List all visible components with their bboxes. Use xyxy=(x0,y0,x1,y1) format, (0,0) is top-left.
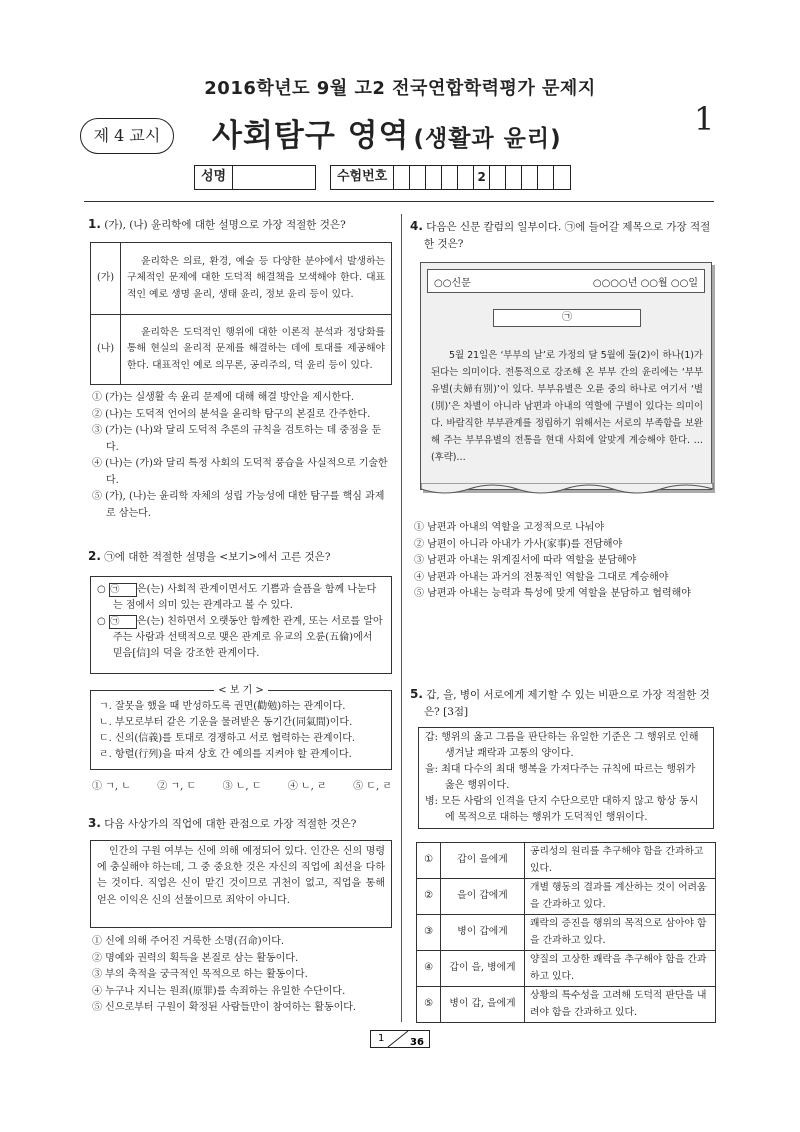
exam-number-digit[interactable] xyxy=(426,166,442,189)
q1-number: 1. xyxy=(88,217,101,231)
q4-options xyxy=(414,520,718,603)
q2-bogi-box xyxy=(90,685,392,770)
q5-statement-text: 모든 사람의 인격을 단지 수단으로만 대하지 않고 항상 동시에 목적으로 대하는 행위가 도덕적인 행위이다. xyxy=(441,796,699,823)
q1-option[interactable]: ③ (가)는 (나)와 달리 도덕적 추론의 규칙을 검토하는 데 중점을 둔다. xyxy=(92,425,382,453)
q3-option[interactable]: ③ 부의 축적을 궁극적인 목적으로 하는 활동이다. xyxy=(92,969,308,980)
q2-passage-text: 은(는) 사회적 관계이면서도 기쁨과 슬픔을 함께 나눈다는 점에서 의미 있는 관계라고 볼 수 있다. xyxy=(113,584,377,611)
q2-options xyxy=(92,779,392,795)
q4-option[interactable]: ⑤ 남편과 아내는 능력과 특성에 맞게 역할을 분담하고 협력해야 xyxy=(414,588,691,599)
q3-option[interactable]: ④ 누구나 지니는 원죄(原罪)를 속죄하는 유일한 수단이다. xyxy=(92,985,346,997)
q1-stem-text: (가), (나) 윤리학에 대한 설명으로 가장 적절한 것은? xyxy=(104,219,346,231)
exam-number-digit[interactable] xyxy=(458,166,474,189)
q3-options xyxy=(92,934,392,1017)
q2-number: 2. xyxy=(88,549,101,563)
q1-row-text: 윤리학은 도덕적인 행위에 대한 이론적 분석과 정당화를 통해 현실의 윤리적 문제를 해결하는 데에 토대를 제공해야 한다. 대표적인 예로 의무론, 공리주의, 덕 윤리 등이 있다. xyxy=(121,315,392,385)
q4-stem xyxy=(410,218,716,253)
q5-options-table xyxy=(416,842,716,1023)
q4-option[interactable]: ① 남편과 아내의 역할을 고정적으로 나눠야 xyxy=(414,522,605,533)
q2-passage-line xyxy=(97,614,385,662)
period-badge: 제 4 교시 xyxy=(80,118,174,154)
exam-number-digit[interactable] xyxy=(394,166,410,189)
newspaper-header xyxy=(427,269,705,293)
headline-blank: ㉠ xyxy=(493,309,641,327)
q5-statement xyxy=(425,762,707,794)
q2-circle: ○ xyxy=(97,616,106,627)
q1-option[interactable]: ② (나)는 도덕적 언어의 분석을 윤리학 탐구의 본질로 간주한다. xyxy=(92,408,371,420)
q2-option[interactable]: ④ ㄴ, ㄹ xyxy=(287,781,327,792)
q5-statement xyxy=(425,730,707,762)
q2-blank: ㉠ xyxy=(109,583,137,597)
q2-stem xyxy=(88,548,393,566)
q3-stem xyxy=(88,815,393,833)
q2-option[interactable]: ⑤ ㄷ, ㄹ xyxy=(353,781,392,792)
exam-number-digit[interactable] xyxy=(442,166,458,189)
q2-circle: ○ xyxy=(97,584,106,595)
q4-number: 4. xyxy=(410,219,423,233)
q3-stem-text: 다음 사상가의 직업에 대한 관점으로 가장 적절한 것은? xyxy=(104,818,357,830)
q1-option[interactable]: ④ (나)는 (가)와 달리 특정 사회의 도덕적 풍습을 사실적으로 기술한다. xyxy=(92,458,388,486)
header-rule xyxy=(84,201,714,202)
newspaper-name: ○○신문 xyxy=(434,277,471,289)
q5-speaker: 병: xyxy=(425,796,439,807)
q4-option[interactable]: ④ 남편과 아내는 과거의 전통적인 역할을 그대로 계승해야 xyxy=(414,571,669,583)
q2-option[interactable]: ① ㄱ, ㄴ xyxy=(92,781,131,792)
q2-option[interactable]: ② ㄱ, ㄷ xyxy=(157,781,197,792)
q5-option-target: 을이 갑에게 xyxy=(441,879,525,915)
q5-option-number: ② xyxy=(417,879,441,915)
q5-statement-box xyxy=(418,727,714,829)
q2-option[interactable]: ③ ㄴ, ㄷ xyxy=(222,781,262,792)
q5-option-row[interactable] xyxy=(417,843,716,879)
q5-option-number: ① xyxy=(417,843,441,879)
q1-stem xyxy=(88,216,393,234)
q2-bogi-title-wrap xyxy=(91,683,391,699)
page-number: 1 xyxy=(694,100,715,138)
exam-title: 2016학년도 9월 고2 전국연합학력평가 문제지 xyxy=(204,78,596,99)
q3-number: 3. xyxy=(88,816,101,830)
q5-points: [3점] xyxy=(443,706,469,718)
page-footer xyxy=(370,1030,430,1048)
torn-edge-icon xyxy=(421,483,717,501)
exam-number-digit[interactable] xyxy=(410,166,426,189)
q1-row-label: (나) xyxy=(91,315,121,385)
q3-passage-box: 인간의 구원 여부는 신에 의해 예정되어 있다. 인간은 신의 명령에 충실해야 하는데, 그 중 중요한 것은 자신의 직업에 최선을 다하는 것이다. 직업은 신이 맡긴 것이므로 귀천이 없고, 직업을 통해 얻은 이익은 신의 선물이므로 죄악이 아니다. xyxy=(90,840,392,928)
q5-option-criticism: 공리성의 원리를 추구해야 함을 간과하고 있다. xyxy=(525,843,716,879)
q5-speaker: 을: xyxy=(425,764,439,775)
q5-option-criticism: 쾌락의 증진을 행위의 목적으로 삼아야 함을 간과하고 있다. xyxy=(525,915,716,951)
exam-number-digit[interactable] xyxy=(506,166,522,189)
q5-option-criticism: 개별 행동의 결과를 계산하는 것이 어려움을 간과하고 있다. xyxy=(525,879,716,915)
q5-option-number: ④ xyxy=(417,951,441,987)
column-divider xyxy=(401,214,402,1022)
q2-bogi-item: ㄱ. 잘못을 했을 때 반성하도록 권면(勸勉)하는 관계이다. xyxy=(99,701,346,712)
q4-option[interactable]: ③ 남편과 아내는 위계질서에 따라 역할을 분담해야 xyxy=(414,555,637,566)
q5-option-row[interactable] xyxy=(417,987,716,1023)
q5-number: 5. xyxy=(410,687,423,701)
exam-number-digit[interactable] xyxy=(522,166,538,189)
q2-passage-box xyxy=(90,576,392,674)
q2-passage-line xyxy=(97,582,385,614)
q1-options xyxy=(92,390,392,522)
q5-option-target: 병이 갑, 을에게 xyxy=(441,987,525,1023)
subject-main: 사회탐구 영역 xyxy=(212,118,410,154)
footer-page: 1 xyxy=(378,1033,385,1044)
q2-bogi-item: ㄹ. 항렬(行列)을 따져 상호 간 예의를 지켜야 할 관계이다. xyxy=(99,749,352,760)
subject-sub: (생활과 윤리) xyxy=(413,126,562,152)
q2-stem-text: ㉠에 대한 적절한 설명을 <보기>에서 고른 것은? xyxy=(104,551,331,563)
exam-number-label: 수험번호 xyxy=(331,166,394,189)
q1-option[interactable]: ⑤ (가), (나)는 윤리학 자체의 성립 가능성에 대한 탐구를 핵심 과제로 삼는다. xyxy=(92,491,385,519)
q4-stem-text: 다음은 신문 칼럼의 일부이다. ㉠에 들어갈 제목으로 가장 적절한 것은? xyxy=(424,221,711,250)
q4-newspaper xyxy=(420,262,712,490)
q2-bogi-item: ㄷ. 신의(信義)를 토대로 경쟁하고 서로 협력하는 관계이다. xyxy=(99,733,356,744)
q3-option[interactable]: ② 명예와 권력의 획득을 본질로 삼는 활동이다. xyxy=(92,952,299,964)
newspaper-body: 5월 21일은 ‘부부의 날’로 가정의 달 5월에 둘(2)이 하나(1)가 된다는 의미이다. 전통적으로 강조해 온 부부 간의 윤리에는 ‘부부유별(夫婦有別)’이 있다. 부부유별은 오륜 중의 하나로 여기서 ‘별(別)’은 차별이 아니라 남편과 아내의 역할에 구별이 있다는 의미이다. 바람직한 부부관계를 정립하기 위해서는 서로의 부족함을 보완해 주는 부부유별의 전통을 현대 사회에 알맞게 계승해야 한다. …(후략)… xyxy=(431,350,703,463)
name-label: 성명 xyxy=(195,166,233,189)
q5-option-criticism: 양질의 고상한 쾌락을 추구해야 함을 간과하고 있다. xyxy=(525,951,716,987)
q5-option-row[interactable] xyxy=(417,879,716,915)
exam-number-digit[interactable] xyxy=(490,166,506,189)
q5-option-criticism: 상황의 특수성을 고려해 도덕적 판단을 내려야 함을 간과하고 있다. xyxy=(525,987,716,1023)
q3-option[interactable]: ① 신에 의해 주어진 거룩한 소명(召命)이다. xyxy=(92,936,285,947)
q4-option[interactable]: ② 남편이 아니라 아내가 가사(家事)를 전담해야 xyxy=(414,538,623,550)
name-field[interactable] xyxy=(194,165,316,190)
q5-option-row[interactable] xyxy=(417,951,716,987)
q5-speaker: 갑: xyxy=(425,732,439,743)
q5-option-target: 갑이 을에게 xyxy=(441,843,525,879)
q5-option-number: ③ xyxy=(417,915,441,951)
q1-row-text: 윤리학은 의료, 환경, 예술 등 다양한 분야에서 발생하는 구체적인 문제에 대한 도덕적 해결책을 모색해야 한다. 대표적인 예로 생명 윤리, 생태 윤리, 정보 윤리 등이 있다. xyxy=(121,243,392,315)
q5-statement-text: 행위의 옳고 그름을 판단하는 유일한 기준은 그 행위로 인해 생겨날 쾌락과 고통의 양이다. xyxy=(441,732,699,759)
q2-blank: ㉠ xyxy=(109,615,137,629)
q5-option-target: 갑이 을, 병에게 xyxy=(441,951,525,987)
exam-number-digit[interactable]: 2 xyxy=(474,166,490,189)
q5-statement-text: 최대 다수의 최대 행복을 가져다주는 규칙에 따르는 행위가 옳은 행위이다. xyxy=(441,764,696,791)
q5-statement xyxy=(425,794,707,826)
exam-number-digit[interactable] xyxy=(554,166,570,189)
newspaper-date: ○○○○년 ○○월 ○○일 xyxy=(592,277,698,289)
subject-title xyxy=(212,110,562,155)
q1-passage-table xyxy=(90,242,392,385)
q5-stem xyxy=(410,686,716,721)
exam-number-field[interactable] xyxy=(330,165,571,190)
q2-passage-text: 은(는) 친하면서 오랫동안 함께한 관계, 또는 서로를 알아주는 사람과 선택적으로 맺은 관계로 유교의 오륜(五倫)에서 믿음[信]의 덕을 강조한 관계이다. xyxy=(113,616,383,659)
exam-number-digit[interactable] xyxy=(538,166,554,189)
q1-option[interactable]: ① (가)는 실생활 속 윤리 문제에 대해 해결 방안을 제시한다. xyxy=(92,392,355,403)
footer-total: 36 xyxy=(410,1037,424,1048)
q5-stem-text: 갑, 을, 병이 서로에게 제기할 수 있는 비판으로 가장 적절한 것은? xyxy=(424,689,710,718)
q5-option-number: ⑤ xyxy=(417,987,441,1023)
q5-option-row[interactable] xyxy=(417,915,716,951)
q2-bogi-item: ㄴ. 부모로부터 같은 기운을 물려받은 동기간(同氣間)이다. xyxy=(99,717,353,728)
q3-option[interactable]: ⑤ 신으로부터 구원이 확정된 사람들만이 참여하는 활동이다. xyxy=(92,1002,357,1013)
q1-row-label: (가) xyxy=(91,243,121,315)
q2-bogi-title: < 보 기 > xyxy=(214,685,268,696)
q5-option-target: 병이 갑에게 xyxy=(441,915,525,951)
